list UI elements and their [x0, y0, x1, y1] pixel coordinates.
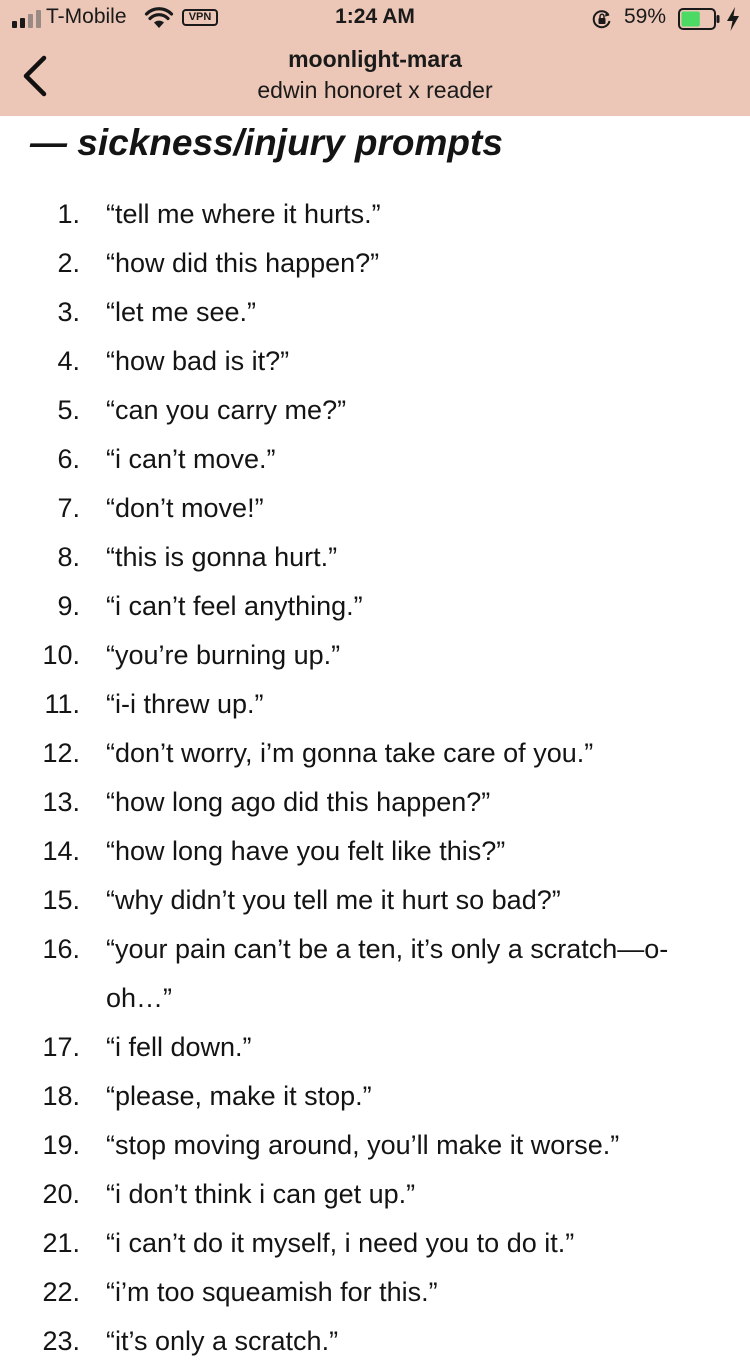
- prompt-number: 14.: [42, 836, 80, 866]
- list-item: [0, 1121, 750, 1170]
- list-item: [0, 925, 750, 1023]
- app-header: [0, 0, 750, 116]
- charging-bolt-icon: [726, 7, 740, 31]
- prompt-number: 1.: [57, 199, 80, 229]
- list-item: [0, 778, 750, 827]
- list-item: [0, 386, 750, 435]
- prompt-text: “how long have you felt like this?”: [106, 836, 506, 866]
- prompt-text: “i fell down.”: [106, 1032, 252, 1062]
- prompt-number: 16.: [42, 934, 80, 964]
- prompt-number: 19.: [42, 1130, 80, 1160]
- prompt-text: “how long ago did this happen?”: [106, 787, 491, 817]
- prompt-text: “tell me where it hurts.”: [106, 199, 381, 229]
- prompt-number: 10.: [42, 640, 80, 670]
- list-item: [0, 190, 750, 239]
- prompt-number: 3.: [57, 297, 80, 327]
- status-bar: [0, 0, 750, 38]
- prompt-number: 15.: [42, 885, 80, 915]
- prompt-number: 17.: [42, 1032, 80, 1062]
- list-item: [0, 827, 750, 876]
- prompt-number: 6.: [57, 444, 80, 474]
- list-item: [0, 729, 750, 778]
- prompt-text: “please, make it stop.”: [106, 1081, 372, 1111]
- prompt-number: 7.: [57, 493, 80, 523]
- prompt-text: “it’s only a scratch.”: [106, 1326, 339, 1356]
- list-item: [0, 680, 750, 729]
- prompt-text: “i can’t feel anything.”: [106, 591, 363, 621]
- list-item: [0, 288, 750, 337]
- prompt-number: 11.: [44, 689, 80, 719]
- prompt-number: 18.: [42, 1081, 80, 1111]
- list-item: [0, 582, 750, 631]
- prompt-text: “i can’t do it myself, i need you to do it.”: [106, 1228, 575, 1258]
- prompt-text: “stop moving around, you’ll make it worse.”: [106, 1130, 620, 1160]
- vpn-badge: VPN: [182, 9, 218, 26]
- prompt-number: 22.: [42, 1277, 80, 1307]
- prompt-text: “don’t worry, i’m gonna take care of you.”: [106, 738, 594, 768]
- prompt-number: 2.: [57, 248, 80, 278]
- battery-percent: 59%: [624, 5, 667, 28]
- prompt-number: 9.: [57, 591, 80, 621]
- list-item: [0, 1268, 750, 1317]
- prompt-text: “i can’t move.”: [106, 444, 276, 474]
- carrier-name: T-Mobile: [46, 5, 127, 28]
- prompt-number: 8.: [57, 542, 80, 572]
- prompt-number: 23.: [42, 1326, 80, 1356]
- list-item: [0, 631, 750, 680]
- blog-subtitle: edwin honoret x reader: [257, 77, 493, 103]
- list-item: [0, 337, 750, 386]
- prompt-number: 21.: [42, 1228, 80, 1258]
- prompt-text: “don’t move!”: [106, 493, 264, 523]
- prompt-text: “how bad is it?”: [106, 346, 290, 376]
- list-item: [0, 239, 750, 288]
- prompt-text: “let me see.”: [106, 297, 257, 327]
- prompt-text: “i-i threw up.”: [106, 689, 264, 719]
- list-item: [0, 1072, 750, 1121]
- prompt-number: 4.: [57, 346, 80, 376]
- list-item: [0, 533, 750, 582]
- list-item: [0, 484, 750, 533]
- prompt-text: “i’m too squeamish for this.”: [106, 1277, 438, 1307]
- prompt-text: “can you carry me?”: [106, 395, 347, 425]
- prompt-text: “how did this happen?”: [106, 248, 380, 278]
- list-item: [0, 1317, 750, 1366]
- prompt-number: 12.: [42, 738, 80, 768]
- prompt-number: 13.: [42, 787, 80, 817]
- list-item: [0, 1023, 750, 1072]
- list-item: [0, 876, 750, 925]
- prompt-list: [0, 190, 750, 1366]
- rotation-lock-icon: [592, 9, 612, 29]
- list-item: [0, 1219, 750, 1268]
- prompt-text: “your pain can’t be a ten, it’s only a scratch—o-oh…”: [106, 934, 669, 1013]
- prompt-number: 5.: [57, 395, 80, 425]
- prompt-text: “i don’t think i can get up.”: [106, 1179, 416, 1209]
- list-item: [0, 435, 750, 484]
- prompt-text: “you’re burning up.”: [106, 640, 341, 670]
- battery-icon: [678, 8, 720, 30]
- blog-name[interactable]: moonlight-mara: [288, 46, 462, 72]
- prompt-number: 20.: [42, 1179, 80, 1209]
- prompt-text: “this is gonna hurt.”: [106, 542, 338, 572]
- prompt-text: “why didn’t you tell me it hurt so bad?”: [106, 885, 561, 915]
- list-item: [0, 1170, 750, 1219]
- post-title: — sickness/injury prompts: [30, 122, 503, 163]
- clock: 1:24 AM: [335, 5, 415, 28]
